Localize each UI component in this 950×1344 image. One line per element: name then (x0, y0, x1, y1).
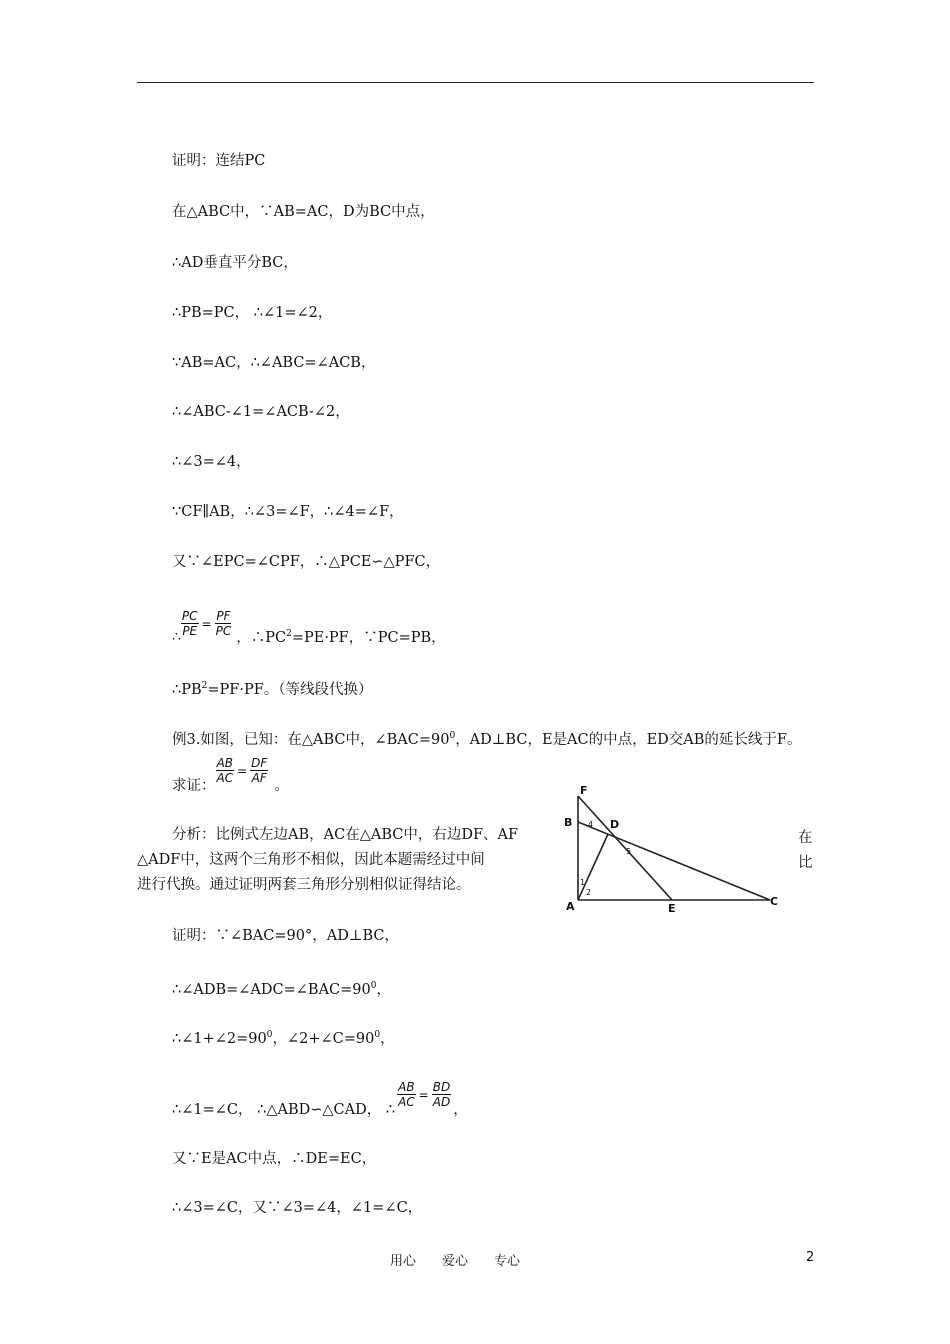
triangle-figure (560, 782, 790, 912)
label-e: E (668, 902, 676, 912)
label-b: B (564, 816, 573, 829)
proof2-line-2: $\therefore\angle ADB=\angle ADC=\angle BAC=90^0$， (172, 981, 391, 998)
proof2-line-3: $\therefore\angle 1+\angle 2=90^0$，$\angle 2+\angle C=90^0$， (172, 1030, 395, 1047)
proof-line-2: 在△ABC中，∵AB=AC，D为BC中点， (172, 204, 435, 220)
example3-statement: 例3.如图，已知：在△ABC中，$\angle BAC=90^0$，AD⊥BC，E是AC的中点，ED交AB的延长线于F。 (172, 731, 802, 748)
line-ad (578, 834, 608, 900)
fraction-bd-ad: $\frac{BD}{AD}$ (432, 1080, 451, 1109)
label-angle-2: 2 (586, 888, 592, 897)
proof-line-5: ∵AB=AC，∴∠ABC=∠ACB， (172, 355, 376, 371)
fraction-df-af: $\frac{DF}{AF}$ (251, 756, 268, 785)
proof-line-11: $\therefore PB^2=PF\cdot PF$。（等线段代换） (172, 681, 373, 698)
proof-line-10: ∴ $\frac{PC}{PE}$ = $\frac{PF}{PC}$ ，$\therefore PC^2=PE\cdot PF$，∵PC=PB， (172, 609, 446, 646)
proof-line-9: 又∵∠EPC=∠CPF，∴△PCE∽△PFC， (172, 554, 441, 570)
analysis-line-2-tail: 比 (798, 855, 813, 871)
fraction-pc-pe: $\frac{PC}{PE}$ (181, 609, 198, 638)
footer-slogan: 用心 爱心 专心 (390, 1254, 521, 1269)
label-angle-4: 4 (588, 820, 594, 829)
proof2-line-6: ∴∠3=∠C，又∵∠3=∠4，∠1=∠C， (172, 1200, 423, 1216)
proof2-line-1: 证明：∵∠BAC=90°，AD⊥BC， (172, 928, 399, 944)
label-angle-1: 1 (580, 878, 586, 887)
fraction-pf-pc: $\frac{PF}{PC}$ (215, 609, 232, 638)
proof2-line-4: ∴∠1=∠C， ∴△ABD∽△CAD， ∴ $\frac{AB}{AC}$ = $\frac{BD}{AD}$ ， (172, 1080, 468, 1118)
analysis-line-3: 进行代换。通过证明两套三角形分别相似证得结论。 (137, 877, 471, 893)
proof-line-1: 证明：连结PC (172, 153, 266, 169)
line-bc (578, 822, 770, 900)
proof2-line-5: 又∵E是AC中点，∴DE=EC， (172, 1151, 377, 1167)
analysis-line-1-tail: 在 (798, 830, 813, 846)
label-f: F (580, 784, 588, 797)
analysis-line-2: △ADF中，这两个三角形不相似，因此本题需经过中间 (137, 852, 485, 868)
line-fe (578, 796, 672, 900)
fraction-ab-ac: $\frac{AB}{AC}$ (216, 756, 234, 785)
label-angle-5: 5 (626, 847, 632, 856)
proof-line-7: ∴∠3=∠4， (172, 454, 251, 470)
header-rule (137, 82, 814, 83)
page-number: 2 (806, 1250, 815, 1265)
analysis-line-1: 分析：比例式左边AB，AC在△ABC中，右边DF、AF (172, 827, 519, 843)
proof-line-4: ∴PB=PC， ∴∠1=∠2， (172, 305, 333, 321)
label-a: A (566, 900, 575, 912)
label-c: C (770, 895, 779, 908)
fraction-ab-ac-2: $\frac{AB}{AC}$ (398, 1080, 415, 1109)
example3-prove: 求证： $\frac{AB}{AC}$ = $\frac{DF}{AF}$ 。 (172, 756, 289, 794)
proof-line-8: ∵CF∥AB，∴∠3=∠F，∴∠4=∠F， (172, 504, 404, 520)
label-d: D (610, 818, 620, 831)
proof-line-6: ∴∠ABC-∠1=∠ACB-∠2， (172, 404, 350, 420)
proof-line-3: ∴AD垂直平分BC， (172, 255, 298, 271)
